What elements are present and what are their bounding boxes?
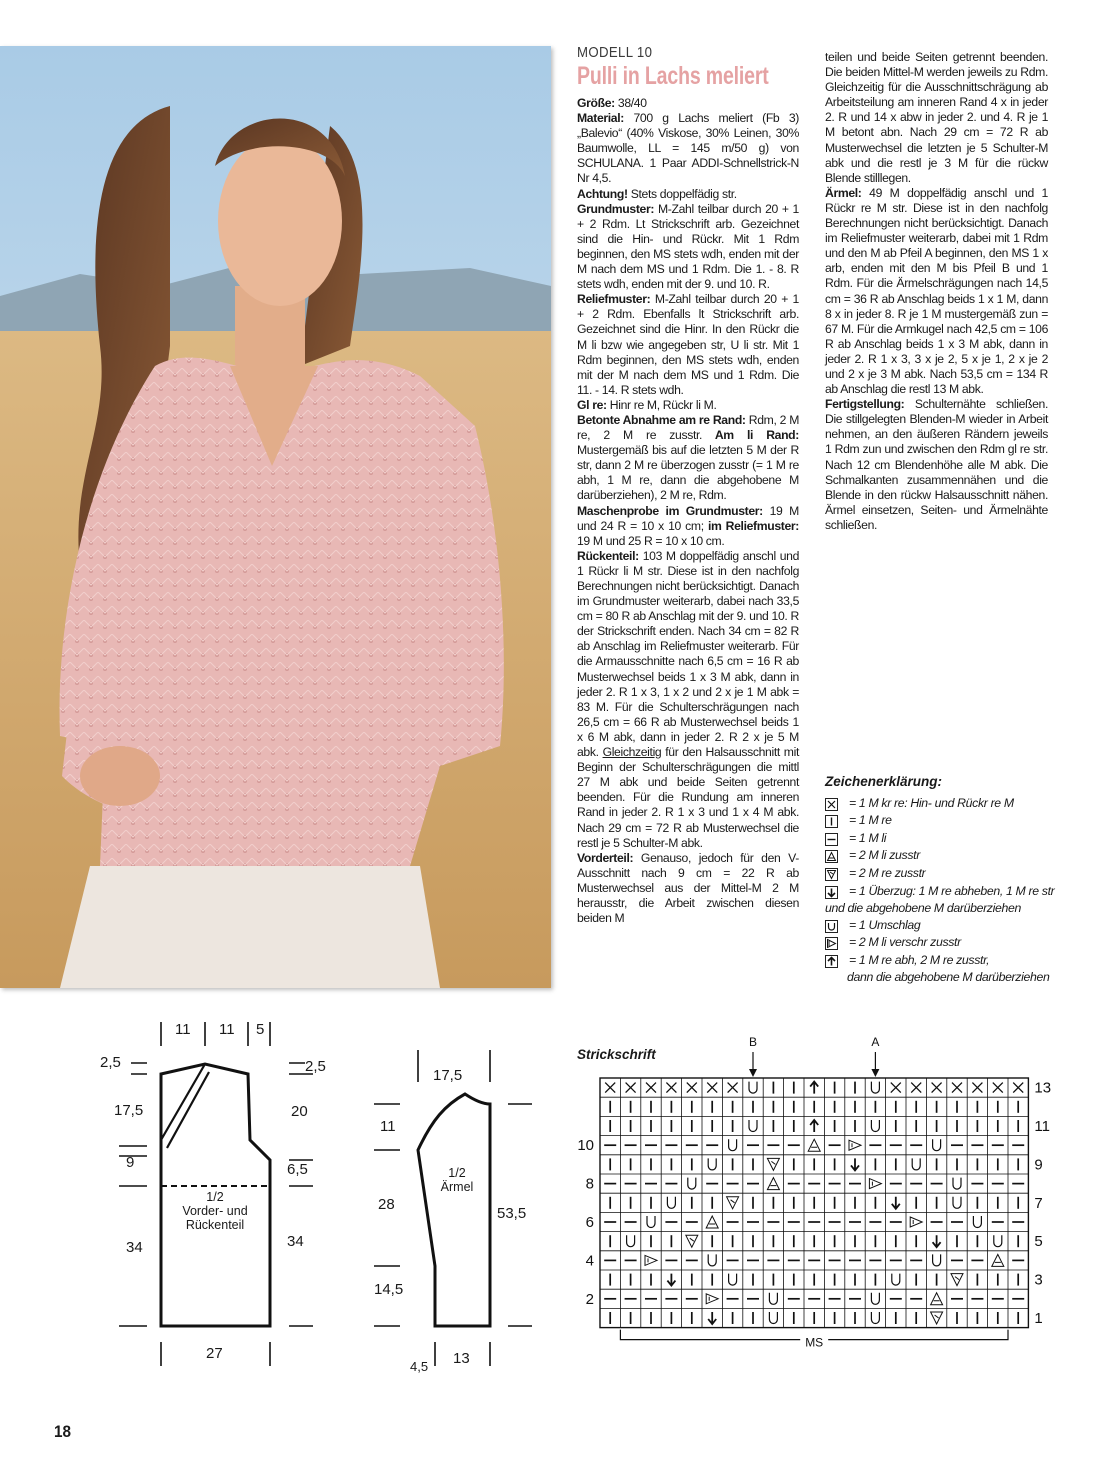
- x-icon: [825, 798, 838, 811]
- sleeve-left-dim-3: 14,5: [374, 1281, 404, 1298]
- sleeve-top-dim: 17,5: [433, 1067, 463, 1084]
- page-title: Pulli in Lachs meliert: [577, 62, 769, 90]
- instructions-column-2: [825, 50, 1048, 533]
- chart-arrow-head: [871, 1069, 879, 1077]
- repeat-label: MS: [805, 1335, 824, 1350]
- chart-title: Strickschrift: [577, 1047, 656, 1062]
- front-paragraph: Vorderteil: Genauso, jedoch für den V-Ausschnitt nach 9 cm = 22 R ab Musterwechsel aus der Mittel-M 2 M herausstr, die Arbeit zwischen diesen beiden M: [577, 850, 799, 926]
- stockinette-paragraph: Gl re: Hinr re M, Rückr li M.: [577, 397, 717, 412]
- skp-icon: [825, 886, 838, 899]
- body-piece-label: 1/2 Vorder- und Rückenteil: [182, 1190, 248, 1232]
- sleeve-left-dim-1: 11: [380, 1118, 396, 1135]
- p2tog-twisted-icon: [825, 937, 838, 950]
- legend-item: = 1 M kr re: Hin- und Rückr re M: [825, 795, 1075, 813]
- model-kicker: MODELL 10: [577, 44, 653, 61]
- body-right-dim-3: 6,5: [287, 1161, 308, 1178]
- body-left-dim-4: 34: [126, 1239, 143, 1256]
- body-right-dim-2: 20: [291, 1103, 308, 1120]
- knitting-chart: [560, 1030, 1080, 1350]
- chart-arrow-head: [749, 1069, 757, 1077]
- legend-item: = 2 M li zusstr: [825, 847, 1075, 865]
- row-number-left: 6: [585, 1214, 594, 1231]
- instructions-column-1: [577, 96, 799, 926]
- back-paragraph: Rückenteil: 103 M doppelfädig anschl und 1 Rückr li M str. Diese ist in den nachfolg Berechnungen nicht berücksichtigt. Danach im Grundmuster weiterarb, dabei nach 33,5 cm = 80 R ab Anschlag mit der 9. und 10. R der Strickschrift enden. Nach 34 cm = 82 R ab Anschlag im Reliefmuster weiterarb. Für die Armausschnitte nach 6,5 cm = 16 R ab Musterwechsel beids 1 x 3 M abk, dann in jeder 2. R 1 x 3, 1 x 2 und 2 x je 1 M abk = 83 M. Für die Schulterschrägungen nach 26,5 cm = 66 R ab Musterwechsel beids 1 x 6 M abk, dann in jeder 2. R 2 x je 5 M abk. Gleichzeitig für den Halsausschnitt mit Beginn der Schulterschrägungen die mittl 27 M abk und beide Seiten getrennt beenden. Für die Rundung am inneren Rand in jeder 2. R 1 x 3 und 1 x 4 M abk. Nach 29 cm = 72 R ab Musterwechsel die restl je 5 Schulter-M abk.: [577, 548, 799, 850]
- body-right-dim-1: 2,5: [305, 1058, 326, 1075]
- relief-pattern-paragraph: Reliefmuster: M-Zahl teilbar durch 20 + 1 + 2 Rdm. Ebenfalls lt Strickschrift arb. Gezeichnet sind die Hinr. In den Rückr die M li bzw wie angegeben str, U li str. Mit 1 Rdm beginnen, den MS stets wdh, enden mit der M nach dem MS und 1 Rdm. Die 11. - 14. R stets wdh.: [577, 292, 799, 397]
- row-number-left: 8: [585, 1175, 594, 1193]
- legend-item: = 2 M re zusstr: [825, 865, 1075, 883]
- symbol-legend: [825, 773, 1075, 986]
- body-top-dim-1: 11: [175, 1021, 191, 1038]
- row-number-left: 2: [585, 1290, 594, 1308]
- vertical-bar-icon: [825, 815, 838, 828]
- body-right-dim-4: 34: [287, 1233, 304, 1250]
- body-left-dim-3: 9: [126, 1154, 135, 1171]
- row-number-right: 1: [1034, 1310, 1043, 1327]
- sleeve-right-dim: 53,5: [497, 1205, 527, 1222]
- chart-arrow-label-b: B: [748, 1035, 758, 1049]
- row-number-right: 11: [1034, 1118, 1050, 1135]
- front-continued-paragraph: teilen und beide Seiten getrennt beenden. Die beiden Mittel-M werden jeweils zu Rdm. Gleichzeitig für die Ausschnittschrägung ab Arbeitsteilung am inneren Rand 4 x in jeder 2. R und 14 x abw in jeder 2. und 4. R je 1 M betont abn. Nach 29 cm = 72 R ab Musterwechsel die letzten je 5 Schulter-M abk und die restl je 3 M für die rückw Blende stilllegen.: [825, 50, 1048, 185]
- gauge-paragraph: Maschenprobe im Grundmuster: 19 M und 24 R = 10 x 10 cm; im Reliefmuster: 19 M und 25 R = 10 x 10 cm.: [577, 503, 799, 548]
- sleeve-paragraph: Ärmel: 49 M doppelfädig anschl und 1 Rückr re M str. Diese ist in den nachfolg Berechnungen nicht berücksichtigt. Danach im Reliefmuster weiterarb, dabei mit 1 Rdm und den M ab Pfeil A beginnen, den MS 1 x arb, enden mit den M bis Pfeil B und 1 Rdm. Für die Ärmelschrägungen nach 14,5 cm = 36 R ab Anschlag beids 1 x 1 M, dann 8 x in jeder 8. R je 1 M mustergemäß zun = 67 M. Für die Armkugel nach 42,5 cm = 106 R ab Anschlag beids 1 x 3 M abk, dann in jeder 2. R 1 x 3, 3 x je 2, 5 x je 1, 2 x je 2 und 2 x je 3 M abk. Nach 53,5 cm = 134 R ab Anschlag die restl 13 M abk.: [825, 185, 1048, 397]
- body-left-dim-1: 2,5: [100, 1054, 121, 1071]
- sleeve-piece-label: 1/2 Ärmel: [440, 1166, 474, 1194]
- body-bottom-dim: 27: [206, 1345, 223, 1362]
- attention-paragraph: Achtung! Stets doppelfädig str.: [577, 186, 737, 201]
- sk2p-icon: [825, 955, 838, 968]
- body-top-dim-2: 11: [219, 1021, 235, 1038]
- finishing-paragraph: Fertigstellung: Schulternähte schließen. Die stillgelegten Blenden-M wieder in Arbeit nehmen, an den äußeren Rändern jeweils 1 Rdm zun und zwischen den Rdm gl re str. Nach 12 cm Blendenhöhe alle M abk. Die Schmalkanten zusammennähen und die Blende in den rückw Halsausschnitt nähen. Ärmel einsetzen, Seiten- und Ärmelnähte schließen.: [825, 397, 1048, 532]
- sleeve-bottom-dim-2: 13: [453, 1350, 470, 1367]
- legend-item: = 1 M re: [825, 812, 1075, 830]
- legend-item: = 1 Umschlag: [825, 917, 1075, 935]
- page-number: 18: [53, 1422, 71, 1441]
- row-number-right: 13: [1034, 1079, 1052, 1097]
- row-number-right: 5: [1034, 1233, 1043, 1251]
- row-number-right: 3: [1034, 1271, 1043, 1289]
- chart-arrow-label-a: A: [871, 1035, 880, 1049]
- material-paragraph: Material: 700 g Lachs meliert (Fb 3) „Balevio“ (40% Viskose, 30% Leinen, 30% Baumwolle, LL = 145 m/50 g) von SCHULANA. 1 Paar ADDI-Schnellstrick-N Nr 4,5.: [577, 111, 799, 186]
- horizontal-bar-icon: [825, 833, 838, 846]
- model-photo: [0, 46, 551, 988]
- sleeve-left-dim-2: 28: [378, 1196, 395, 1213]
- k2tog-icon: [825, 868, 838, 881]
- row-number-right: 7: [1034, 1194, 1043, 1212]
- k2tog-purl-icon: [825, 850, 838, 863]
- size-paragraph: Größe: 38/40: [577, 96, 647, 110]
- yarn-over-icon: [825, 920, 838, 933]
- legend-item: = 1 Überzug: 1 M re abheben, 1 M re str und die abgehobene M darüberziehen: [825, 883, 1055, 915]
- legend-title: Zeichenerklärung:: [825, 774, 943, 789]
- row-number-left: 4: [585, 1252, 594, 1270]
- legend-item: = 1 M li: [825, 830, 1075, 848]
- body-left-dim-2: 17,5: [114, 1102, 144, 1119]
- legend-item: = 2 M li verschr zusstr: [825, 934, 1075, 952]
- row-number-left: 10: [577, 1137, 594, 1155]
- decrease-paragraph: Betonte Abnahme am re Rand: Rdm, 2 M re, 2 M re zusstr. Am li Rand: Mustergemäß bis auf die letzten 5 M der R str, dann 2 M re überzogen zusstr (= 1 M re abh, 1 M re, dann die abgehobene M darüberziehen), 2 M re, Rdm.: [577, 412, 799, 503]
- legend-item: = 1 M re abh, 2 M re zusstr, dann die abgehobene M darüberziehen: [825, 952, 1075, 986]
- sleeve-bottom-dim-1: 4,5: [410, 1359, 429, 1374]
- row-number-right: 9: [1034, 1156, 1043, 1174]
- basic-pattern-paragraph: Grundmuster: M-Zahl teilbar durch 20 + 1 + 2 Rdm. Lt Strickschrift arb. Gezeichnet sind die Hin- und Rückr. Mit 1 Rdm beginnen, den MS stets wdh, enden mit der M nach dem MS und 1 Rdm. Die 1. - 8. R stets wdh, enden mit der 9. und 10. R.: [577, 201, 799, 292]
- body-top-dim-3: 5: [256, 1021, 265, 1038]
